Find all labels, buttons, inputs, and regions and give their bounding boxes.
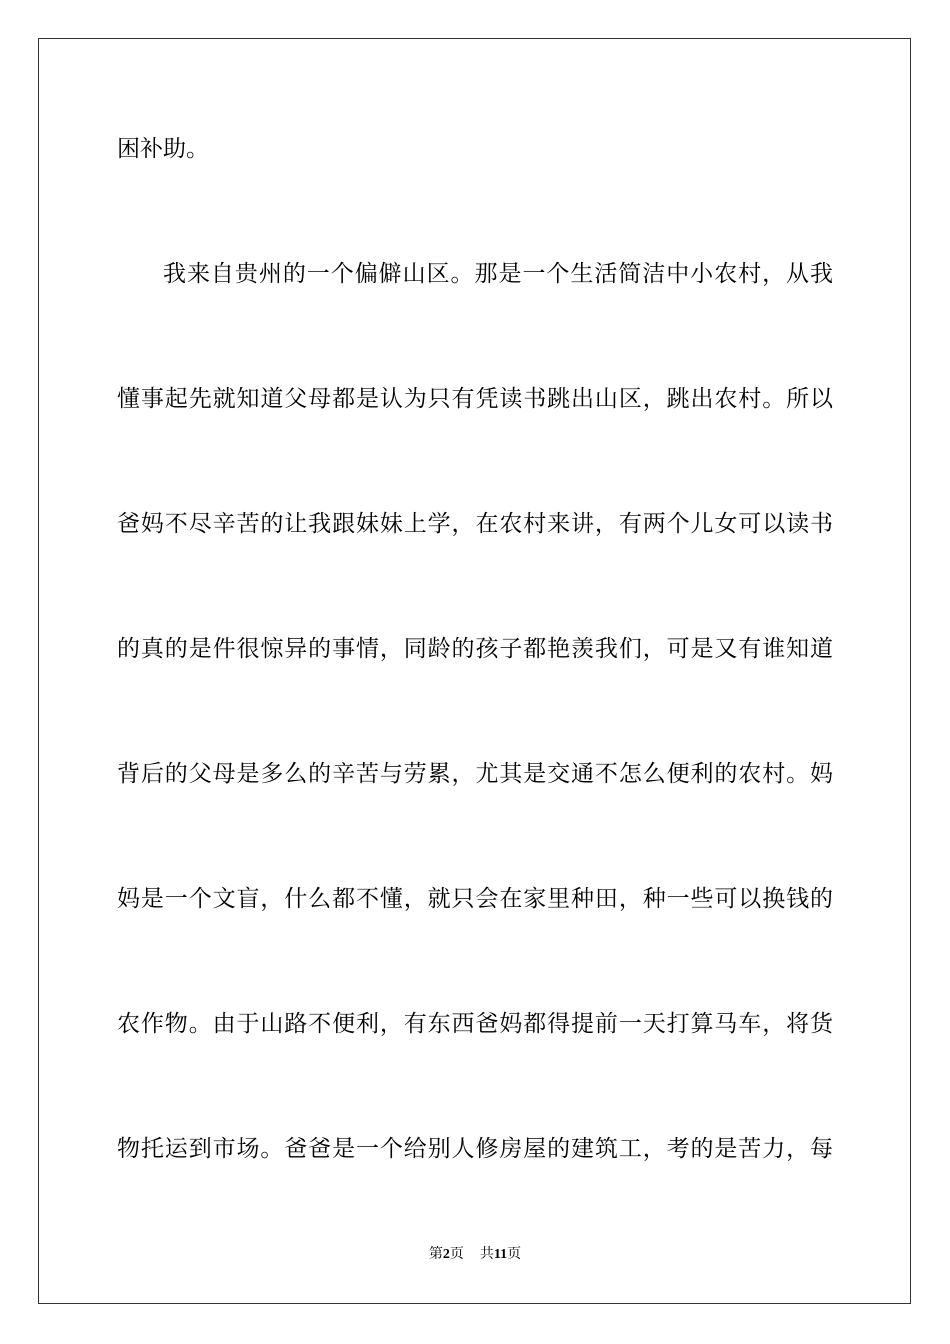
total-pages: 11 (493, 1247, 508, 1262)
paragraph-first-line: 我来自贵州的一个偏僻山区。那是一个生活简洁中小农村，从我 (163, 261, 833, 287)
page-suffix: 页 (449, 1247, 464, 1262)
page-number: 2 (442, 1247, 450, 1262)
total-suffix: 页 (507, 1247, 522, 1262)
text-line: 农作物。由于山路不便利，有东西爸妈都得提前一天打算马车，将货 (117, 1011, 833, 1037)
total-prefix: 共 (479, 1247, 494, 1262)
text-line: 懂事起先就知道父母都是认为只有凭读书跳出山区，跳出农村。所以 (117, 386, 833, 412)
page-border (38, 38, 911, 1304)
text-line: 爸妈不尽辛苦的让我跟妹妹上学，在农村来讲，有两个儿女可以读书 (117, 511, 833, 537)
text-line: 背后的父母是多么的辛苦与劳累，尤其是交通不怎么便利的农村。妈 (117, 761, 833, 787)
page-footer (0, 1246, 950, 1264)
text-line: 的真的是件很惊异的事情，同龄的孩子都艳羡我们，可是又有谁知道 (117, 636, 833, 662)
text-line: 妈是一个文盲，什么都不懂，就只会在家里种田，种一些可以换钱的 (117, 886, 833, 912)
text-line: 物托运到市场。爸爸是一个给别人修房屋的建筑工，考的是苦力，每 (117, 1136, 833, 1162)
text-line: 困补助。 (117, 136, 209, 162)
page-prefix: 第 (428, 1247, 443, 1262)
